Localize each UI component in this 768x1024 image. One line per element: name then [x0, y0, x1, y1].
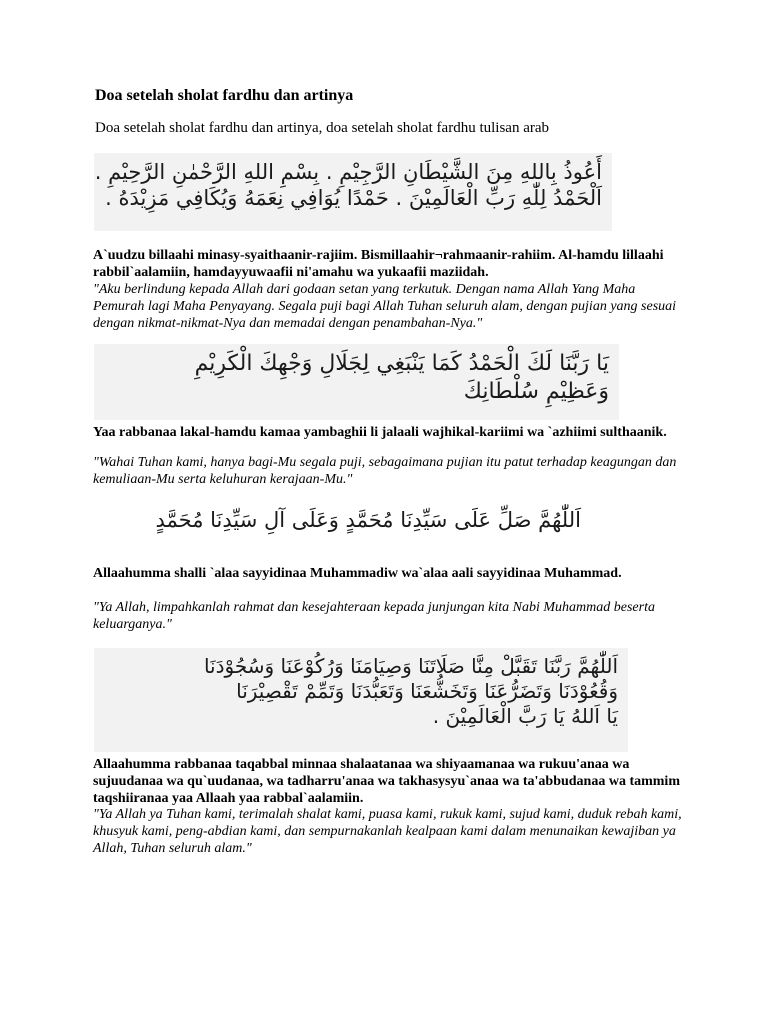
translation-3: "Ya Allah, limpahkanlah rahmat dan kesejahteraan kepada junjungan kita Nabi Muhammad beserta keluarganya.": [93, 600, 655, 632]
transliteration-1: A`uudzu billaahi minasy-syaithaanir-rajiim. Bismillaahir¬rahmaanir-rahiim. Al-hamdu lillaahi rabbil`aalamiin, hamdayyuwaafii ni'amahu wa yukaafii maziidah.: [93, 248, 664, 280]
arabic-line: اَلْحَمْدُ لِلّٰهِ رَبِّ الْعَالَمِيْنَ . حَمْدًا يُوَافِي نِعَمَهُ وَيُكَافِي مَزِيْدَهُ .: [105, 186, 602, 211]
translation-4: "Ya Allah ya Tuhan kami, terimalah shalat kami, puasa kami, rukuk kami, sujud kami, duduk rebah kami, khusyuk kami, peng-abdian kami, dan sempurnakanlah kealpaan kami dalam menunaikan kewajiban ya Allah, Tuhan seluruh alam.": [93, 807, 682, 856]
translation-2: "Wahai Tuhan kami, hanya bagi-Mu segala puji, sebagaimana pujian itu patut terhadap keagungan dan kemuliaan-Mu serta keluhuran kerajaan-Mu.": [93, 455, 677, 487]
page-title: Doa setelah sholat fardhu dan artinya: [95, 87, 354, 104]
intro-paragraph: Doa setelah sholat fardhu dan artinya, doa setelah sholat fardhu tulisan arab: [95, 120, 550, 136]
transliteration-4: Allaahumma rabbanaa taqabbal minnaa shalaatanaa wa shiyaamanaa wa rukuu'anaa wa sujuudanaa wa qu`uudanaa, wa tadharru'anaa wa takhasysyu`anaa wa ta'abbudanaa wa tammim taqshiiranaa yaa Allaah yaa rabbal`aalamiin.: [93, 757, 680, 806]
arabic-line: أَعُوذُ بِاللهِ مِنَ الشَّيْطَانِ الرَّجِيْمِ . بِسْمِ اللهِ الرَّحْمٰنِ الرَّحِيْمِ .: [94, 160, 602, 184]
arabic-line: يَا رَبَّنَا لَكَ الْحَمْدُ كَمَا يَنْبَغِي لِجَلَالِ وَجْهِكَ الْكَرِيْمِ: [194, 351, 609, 376]
arabic-line: اَللّٰهُمَّ رَبَّنَا تَقَبَّلْ مِنَّا صَلَاتَنَا وَصِيَامَنَا وَرُكُوْعَنَا وَسُجُوْدَنَا: [203, 654, 618, 678]
arabic-line: اَللّٰهُمَّ صَلِّ عَلَى سَيِّدِنَا مُحَمَّدٍ وَعَلَى آلِ سَيِّدِنَا مُحَمَّدٍ: [155, 508, 581, 532]
transliteration-2: Yaa rabbanaa lakal-hamdu kamaa yambaghii li jalaali wajhikal-kariimi wa `azhiimi sulthaanik.: [93, 425, 667, 440]
arabic-text-image-2: [94, 344, 619, 420]
arabic-line: وَقُعُوْدَنَا وَتَضَرُّعَنَا وَتَخَشُّعَنَا وَتَعَبُّدَنَا وَتَمِّمْ تَقْصِيْرَنَا: [236, 679, 618, 703]
arabic-text-image-4: [94, 648, 628, 752]
arabic-text-image-3: [96, 501, 591, 545]
arabic-line: وَعَظِيْمِ سُلْطَانِكَ: [463, 378, 609, 404]
translation-1: "Aku berlindung kepada Allah dari godaan setan yang terkutuk. Dengan nama Allah Yang Maha Pemurah lagi Maha Penyayang. Segala puji bagi Allah Tuhan seluruh alam, dengan pujian yang sesuai dengan nikmat-nikmat-Nya dan memadai dengan penambahan-Nya.": [93, 282, 677, 331]
arabic-line: يَا اَللهُ يَا رَبَّ الْعَالَمِيْنَ .: [432, 704, 618, 728]
arabic-text-image-1: [94, 153, 612, 231]
transliteration-3: Allaahumma shalli `alaa sayyidinaa Muhammadiw wa`alaa aali sayyidinaa Muhammad.: [93, 566, 622, 581]
